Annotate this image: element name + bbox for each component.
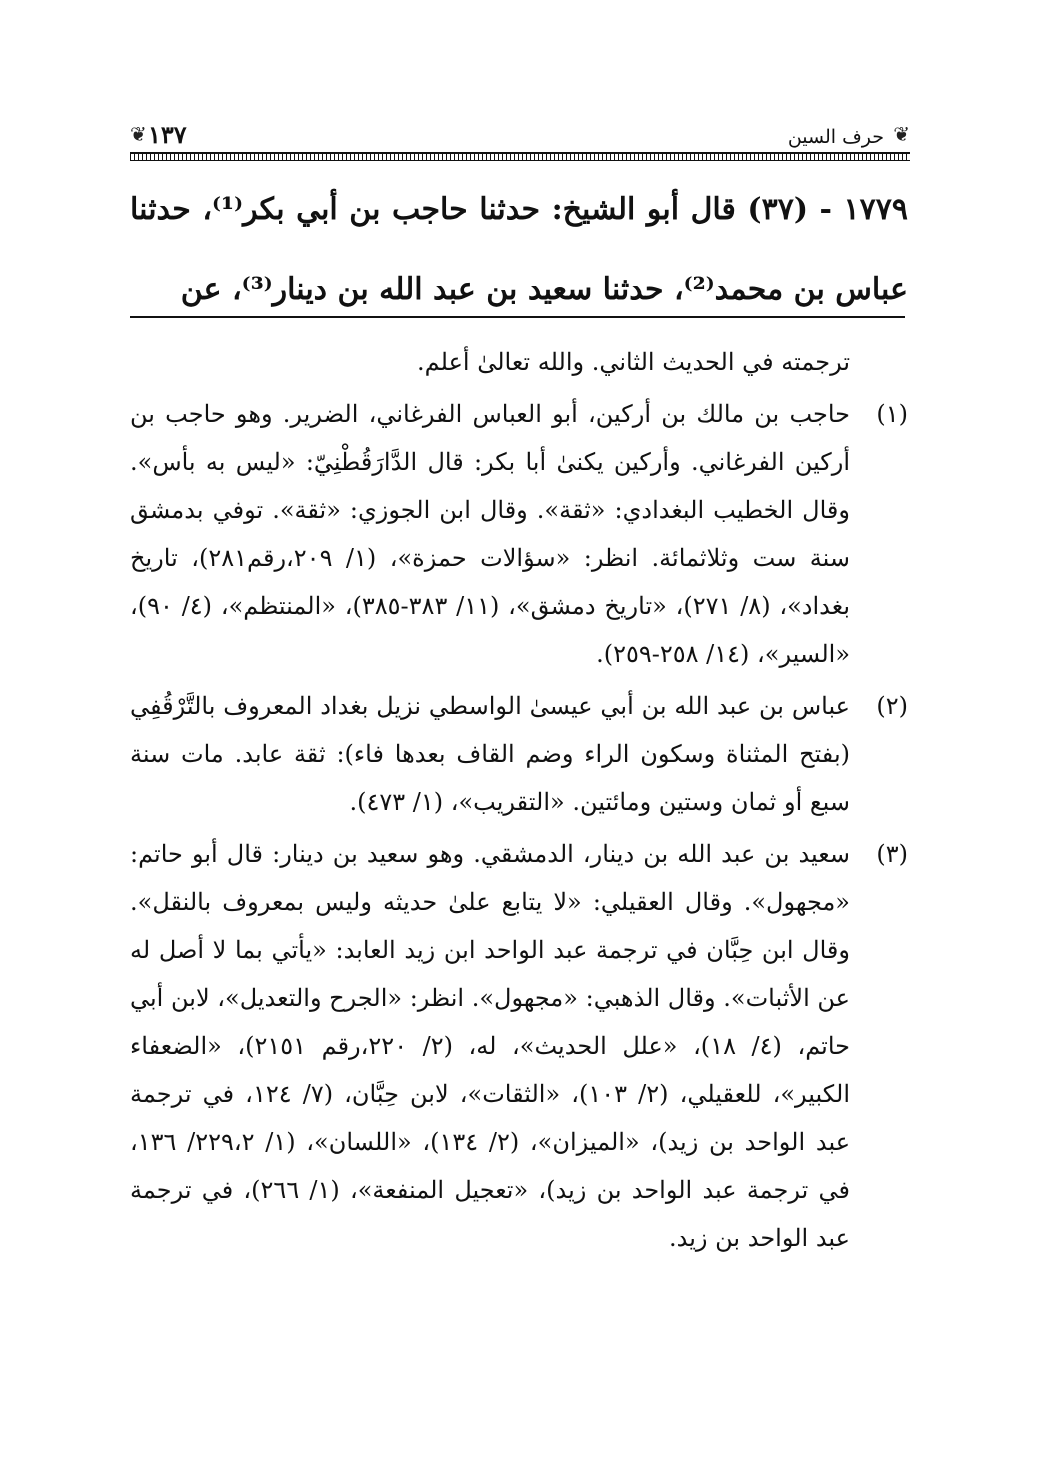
footnote-number: (٢) [876, 692, 908, 720]
footnote-number: (١) [876, 400, 908, 428]
page-header [130, 112, 910, 158]
footnote-number: (٣) [876, 840, 908, 868]
footnote-text: عباس بن عبد الله بن أبي عيسىٰ الواسطي نزيل بغداد المعروف بالتَّرْقُفِي (بفتح المثناة وسكون الراء وضم القاف بعدها فاء): ثقة عابد. مات سنة سبع أو ثمان وستين ومائتين. «التقريب»، (١/ ٤٧٣). [130, 692, 851, 816]
footnote-separator [130, 316, 905, 318]
chapter-title: حرف السين [787, 126, 884, 148]
ornament-icon: ❦ [893, 122, 910, 146]
page-number: ١٣٧ [148, 120, 187, 149]
footnote-3 [130, 830, 908, 1262]
header-rule [130, 152, 910, 161]
footnote-text: حاجب بن مالك بن أركين، أبو العباس الفرغاني، الضرير. وهو حاجب بن أركين الفرغاني. وأركين يكنىٰ أبا بكر: قال الدَّارَقُطْنِيّ: «ليس به بأس». وقال الخطيب البغدادي: «ثقة». وقال ابن الجوزي: «ثقة». توفي بدمشق سنة ست وثلاثمائة. انظر: «سؤالات حمزة»، (١/ ٢٠٩،رقم٢٨١)، تاريخ بغداد»، (٨/ ٢٧١)، «تاريخ دمشق»، (١١/ ٣٨٣-٣٨٥)، «المنتظم»، (٤/ ٩٠)، «السير»، (١٤/ ٢٥٨-٢٥٩). [130, 400, 850, 668]
footnote-text: سعيد بن عبد الله بن دينار، الدمشقي. وهو سعيد بن دينار: قال أبو حاتم: «مجهول». وقال العقيلي: «لا يتابع علىٰ حديثه وليس بمعروف بالنقل». وقال ابن حِبَّان في ترجمة عبد الواحد ابن زيد العابد: «يأتي بما لا أصل له عن الأثبات». وقال الذهبي: «مجهول». انظر: «الجرح والتعديل»، لابن أبي حاتم، (٤/ ١٨)، «علل الحديث»، له، (٢/ ٢٢٠،رقم ٢١٥١)، «الضعفاء الكبير»، للعقيلي، (٢/ ١٠٣)، «الثقات»، لابن حِبَّان، (٧/ ١٢٤، في ترجمة عبد الواحد بن زيد)، «الميزان»، (٢/ ١٣٤)، «اللسان»، (١/ ٢٢٩،٢/ ١٣٦، في ترجمة عبد الواحد بن زيد)، «تعجيل المنفعة»، (١/ ٢٦٦)، في ترجمة عبد الواحد بن زيد. [130, 840, 851, 1252]
footnote-2 [130, 682, 908, 826]
hadith-text: ١٧٧٩ - (٣٧) قال أبو الشيخ: حدثنا حاجب بن أبي بكر⁽¹⁾، حدثنا عباس بن محمد⁽²⁾، حدثنا سعيد بن عبد الله بن دينار⁽³⁾، عن [130, 192, 908, 307]
ornament-icon: ❦ [130, 122, 147, 146]
footnote-carryover: ترجمته في الحديث الثاني. والله تعالىٰ أعلم. [417, 348, 850, 376]
footnotes [130, 338, 908, 1262]
footnote-1 [130, 390, 908, 678]
